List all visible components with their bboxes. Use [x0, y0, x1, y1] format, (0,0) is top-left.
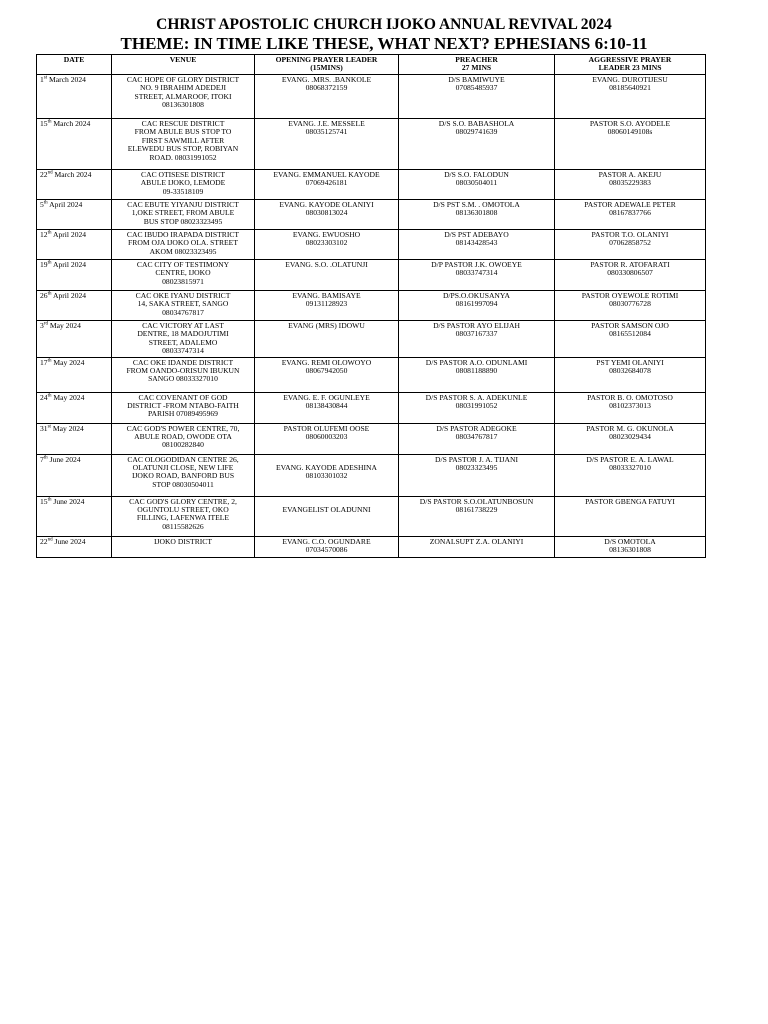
date-cell — [37, 119, 112, 170]
cell-line: 08136301808 — [609, 545, 651, 555]
cell-line: D/S OMOTOLA — [604, 536, 656, 546]
date-day: 24 — [40, 392, 48, 402]
aggressive-prayer-leader-cell — [555, 423, 706, 454]
table-row — [37, 423, 706, 454]
date-cell — [37, 200, 112, 230]
cell-line: EVANG. KAYODE OLANIYI — [279, 200, 374, 209]
date-suffix: th — [47, 291, 52, 297]
table-row — [37, 357, 706, 392]
aggressive-prayer-leader-cell — [555, 392, 706, 423]
cell-line: EVANG. J.E. MESSELE — [288, 119, 365, 128]
cell-line: 08161738229 — [455, 505, 498, 515]
date-suffix: th — [47, 230, 52, 236]
aggressive-prayer-leader-cell — [555, 75, 706, 119]
column-header-line: DATE — [63, 55, 85, 64]
venue-cell — [112, 496, 255, 536]
table-row — [37, 170, 706, 200]
date-suffix: st — [43, 75, 48, 81]
cell-line: 08060149108s — [607, 127, 653, 137]
date-month-year: April 2024 — [51, 230, 87, 239]
cell-line: 080330806507 — [607, 268, 653, 278]
venue-cell — [112, 357, 255, 392]
cell-line: 14, SAKA STREET, SANGO — [137, 299, 229, 309]
cell-line: EVANG. C.O. OGUNDARE — [282, 536, 371, 546]
cell-line: PASTOR A. AKEJU — [598, 170, 662, 179]
cell-line: EVANG. EMMANUEL KAYODE — [273, 170, 380, 179]
cell-line: CAC CITY OF TESTIMONY — [136, 260, 230, 269]
cell-line: 08081188890 — [455, 366, 498, 376]
opening-prayer-leader-cell — [255, 321, 399, 358]
table-row — [37, 321, 706, 358]
aggressive-prayer-leader-cell — [555, 291, 706, 321]
venue-cell — [112, 260, 255, 291]
cell-line: EVANG (MRS) IDOWU — [288, 321, 365, 330]
cell-line: 08033747314 — [455, 268, 498, 278]
cell-line: PST YEMI OLANIYI — [596, 357, 664, 367]
cell-line: FROM OANDO-ORISUN IBUKUN — [126, 366, 240, 376]
date-suffix: st — [47, 424, 51, 430]
date-suffix: th — [47, 260, 52, 266]
opening-prayer-leader-cell — [255, 536, 399, 557]
date-day: 7 — [40, 454, 44, 464]
cell-line: 08103301032 — [305, 471, 348, 481]
aggressive-prayer-leader-cell — [555, 321, 706, 358]
date-day: 3 — [40, 321, 44, 330]
date-month-year: April 2024 — [51, 291, 87, 300]
date-day: 15 — [40, 496, 48, 506]
table-row — [37, 75, 706, 119]
cell-line: EVANG. EWUOSHO — [292, 230, 361, 239]
cell-line: CAC OKE IDANDE DISTRICT — [132, 357, 234, 367]
venue-cell — [112, 200, 255, 230]
cell-line: PASTOR ADEWALE PETER — [584, 200, 676, 209]
date-cell — [37, 170, 112, 200]
cell-line: DENTRE, 18 MADOJUTIMI — [137, 329, 229, 339]
cell-line: FROM OJA IJOKO OLA. STREET — [128, 238, 238, 248]
cell-line: 08030504011 — [455, 178, 498, 188]
opening-prayer-leader-cell — [255, 230, 399, 260]
cell-line: ABULE ROAD, OWODE OTA — [134, 432, 232, 442]
cell-line: FIRST SAWMILL AFTER — [141, 135, 225, 145]
cell-line: EVANG. DUROTIJESU — [592, 75, 668, 84]
preacher-cell — [399, 423, 555, 454]
date-month-year: May 2024 — [51, 392, 85, 402]
cell-line: CAC VICTORY AT LAST — [142, 321, 224, 330]
date-month-year: March 2024 — [52, 170, 92, 179]
date-month-year: April 2024 — [47, 200, 83, 209]
date-suffix: nd — [47, 537, 53, 543]
document-theme: THEME: IN TIME LIKE THESE, WHAT NEXT? EPHESIANS 6:10-11 — [120, 34, 648, 53]
cell-line: D/S S.O. FALODUN — [444, 170, 509, 179]
cell-line: D/S BAMIWUYE — [448, 75, 505, 84]
aggressive-prayer-leader-cell — [555, 496, 706, 536]
cell-line: 08032684078 — [609, 366, 651, 376]
date-suffix: th — [43, 455, 48, 461]
preacher-cell — [399, 536, 555, 557]
column-header-opening-prayer-leader — [255, 55, 399, 75]
opening-prayer-leader-cell — [255, 496, 399, 536]
cell-line: D/S PASTOR J. A. TIJANI — [435, 454, 518, 464]
table-row — [37, 392, 706, 423]
cell-line: SANGO 08033327010 — [148, 374, 218, 384]
cell-line: PASTOR GBENGA FATUYI — [585, 496, 675, 506]
cell-line: CAC OKE IYANU DISTRICT — [135, 291, 231, 300]
cell-line: D/S PST ADEBAYO — [444, 230, 509, 239]
cell-line: D/S PASTOR A.O. ODUNLAMI — [425, 357, 528, 367]
column-header-line: (15MINS) — [310, 63, 343, 73]
cell-line: 08023029434 — [609, 432, 651, 442]
cell-line: AKOM 08023323495 — [149, 246, 217, 256]
date-day: 26 — [40, 291, 48, 300]
aggressive-prayer-leader-cell — [555, 119, 706, 170]
column-header-line: VENUE — [169, 55, 197, 64]
cell-line: 08136301808 — [162, 100, 204, 110]
date-month-year: June 2024 — [51, 496, 85, 506]
cell-line: 07085485937 — [455, 83, 498, 93]
date-suffix: th — [43, 200, 48, 206]
cell-line: PASTOR SAMSON OJO — [591, 321, 669, 330]
cell-line: EVANG. S.O. .OLATUNJI — [285, 260, 368, 269]
cell-line: 08060003203 — [305, 432, 348, 442]
cell-line: CAC HOPE OF GLORY DISTRICT — [126, 75, 240, 84]
venue-cell — [112, 454, 255, 496]
aggressive-prayer-leader-cell — [555, 536, 706, 557]
date-cell — [37, 454, 112, 496]
opening-prayer-leader-cell — [255, 423, 399, 454]
table-header — [37, 55, 706, 75]
cell-line: PASTOR R. ATOFARATI — [590, 260, 670, 269]
cell-line: 08034767817 — [162, 307, 204, 317]
cell-line: 08068372159 — [305, 83, 348, 93]
date-day: 1 — [40, 75, 44, 84]
cell-line: PASTOR OYEWOLE ROTIMI — [581, 291, 679, 300]
cell-line: CAC RESCUE DISTRICT — [141, 119, 225, 128]
cell-line: CAC COVENANT OF GOD — [138, 392, 228, 402]
cell-line: OLATUNJI CLOSE, NEW LIFE — [132, 463, 234, 473]
cell-line: ZONALSUPT Z.A. OLANIYI — [429, 536, 524, 546]
cell-line: ABULE IJOKO, LEMODE — [140, 178, 226, 188]
preacher-cell — [399, 291, 555, 321]
cell-line: CAC GOD'S POWER CENTRE, 70, — [126, 423, 240, 433]
cell-line: 08102373013 — [609, 401, 651, 411]
cell-line: D/S PASTOR S. A. ADEKUNLE — [425, 392, 528, 402]
table-row — [37, 119, 706, 170]
cell-line: CENTRE, IJOKO — [155, 268, 211, 278]
venue-cell — [112, 536, 255, 557]
cell-line: 08143428543 — [455, 238, 498, 248]
column-header-preacher — [399, 55, 555, 75]
cell-line: FILLING, LAFENWA ITELE — [136, 513, 230, 523]
revival-schedule-table — [36, 54, 706, 558]
column-header-line: LEADER 23 MINS — [598, 63, 662, 73]
opening-prayer-leader-cell — [255, 170, 399, 200]
cell-line: 08115582626 — [162, 521, 204, 531]
date-month-year: June 2024 — [52, 536, 86, 546]
date-cell — [37, 392, 112, 423]
cell-line: ROAD. 08031991052 — [149, 152, 217, 162]
cell-line: EVANG. .MRS. .BANKOLE — [281, 75, 372, 84]
date-cell — [37, 321, 112, 358]
date-day: 17 — [40, 357, 48, 367]
opening-prayer-leader-cell — [255, 75, 399, 119]
cell-line: DISTRICT -FROM NTABO-FAITH — [127, 401, 239, 411]
cell-line: 07069426181 — [305, 178, 348, 188]
cell-line: 1,OKE STREET, FROM ABULE — [131, 208, 235, 218]
cell-line: IJOKO ROAD, BANFORD BUS — [131, 471, 235, 481]
date-month-year: May 2024 — [51, 357, 85, 367]
cell-line: NO. 9 IBRAHIM ADEDEJI — [139, 83, 227, 93]
date-month-year: March 2024 — [47, 75, 86, 84]
venue-cell — [112, 170, 255, 200]
date-day: 19 — [40, 260, 48, 269]
preacher-cell — [399, 496, 555, 536]
opening-prayer-leader-cell — [255, 260, 399, 291]
table-row — [37, 291, 706, 321]
cell-line: STOP 08030504011 — [152, 479, 214, 489]
venue-cell — [112, 291, 255, 321]
date-cell — [37, 357, 112, 392]
cell-line: 07034570086 — [305, 545, 348, 555]
cell-line: CAC IBUDO IRAPADA DISTRICT — [126, 230, 240, 239]
cell-line: 08030776728 — [609, 299, 651, 309]
cell-line: D/S S.O. BABASHOLA — [438, 119, 515, 128]
venue-cell — [112, 423, 255, 454]
column-header-line: AGGRESSIVE PRAYER — [588, 55, 672, 64]
preacher-cell — [399, 321, 555, 358]
date-cell — [37, 75, 112, 119]
cell-line: EVANG. REMI OLOWOYO — [281, 357, 372, 367]
date-cell — [37, 536, 112, 557]
date-month-year: April 2024 — [51, 260, 87, 269]
aggressive-prayer-leader-cell — [555, 170, 706, 200]
cell-line: 08161997094 — [455, 299, 498, 309]
aggressive-prayer-leader-cell — [555, 260, 706, 291]
column-header-line: OPENING PRAYER LEADER — [275, 55, 378, 64]
cell-line: 08033327010 — [609, 463, 651, 473]
preacher-cell — [399, 454, 555, 496]
cell-line: PASTOR T.O. OLANIYI — [591, 230, 669, 239]
aggressive-prayer-leader-cell — [555, 230, 706, 260]
column-header-date — [37, 55, 112, 75]
aggressive-prayer-leader-cell — [555, 454, 706, 496]
preacher-cell — [399, 170, 555, 200]
cell-line: 08023815971 — [162, 276, 204, 286]
venue-cell — [112, 75, 255, 119]
table-row — [37, 536, 706, 557]
date-day: 22 — [40, 536, 48, 546]
column-header-venue — [112, 55, 255, 75]
venue-cell — [112, 230, 255, 260]
cell-line: CAC OTISESE DISTRICT — [141, 170, 225, 179]
cell-line: 07062858752 — [609, 238, 651, 248]
date-month-year: March 2024 — [51, 119, 91, 128]
date-cell — [37, 291, 112, 321]
cell-line: ELEWEDU BUS STOP, ROBIYAN — [127, 144, 239, 154]
opening-prayer-leader-cell — [255, 392, 399, 423]
date-day: 12 — [40, 230, 48, 239]
cell-line: D/P PASTOR J.K. OWOEYE — [431, 260, 522, 269]
cell-line: 08029741639 — [455, 127, 498, 137]
table-row — [37, 260, 706, 291]
cell-line: 09-33518109 — [162, 186, 204, 196]
date-cell — [37, 230, 112, 260]
cell-line: 08037167337 — [455, 329, 498, 339]
cell-line: 08023323495 — [455, 463, 498, 473]
preacher-cell — [399, 75, 555, 119]
date-day: 31 — [40, 423, 48, 433]
cell-line: CAC EBUTE YIYANJU DISTRICT — [127, 200, 239, 209]
table-row — [37, 496, 706, 536]
date-suffix: nd — [47, 170, 53, 176]
opening-prayer-leader-cell — [255, 200, 399, 230]
column-header-aggressive-prayer-leader — [555, 55, 706, 75]
cell-line: 08031991052 — [455, 401, 498, 411]
cell-line: 08033747314 — [162, 346, 204, 356]
cell-line: CAC OLOGODIDAN CENTRE 26, — [127, 454, 239, 464]
table-header-row — [37, 55, 706, 75]
table-row — [37, 454, 706, 496]
cell-line: 08165512084 — [609, 329, 651, 339]
cell-line: 08167837766 — [609, 208, 651, 218]
cell-line: 08035229383 — [609, 178, 651, 188]
date-cell — [37, 260, 112, 291]
cell-line: D/PS.O.OKUSANYA — [442, 291, 511, 300]
date-month-year: May 2024 — [50, 423, 84, 433]
opening-prayer-leader-cell — [255, 454, 399, 496]
cell-line: D/S PASTOR E. A. LAWAL — [586, 454, 674, 464]
cell-line: D/S PASTOR AYO ELIJAH — [433, 321, 520, 330]
cell-line: EVANGELIST OLADUNNI — [282, 505, 371, 515]
preacher-cell — [399, 230, 555, 260]
cell-line: 08023303102 — [305, 238, 348, 248]
date-suffix: th — [47, 393, 52, 399]
date-suffix: th — [47, 358, 52, 364]
cell-line: BUS STOP 08023323495 — [143, 216, 223, 226]
cell-line: 08185640921 — [609, 83, 651, 93]
cell-line: EVANG. E. F. OGUNLEYE — [283, 392, 370, 402]
cell-line: OGUNTOLU STREET, OKO — [137, 505, 229, 515]
cell-line: EVANG. KAYODE ADESHINA — [275, 463, 378, 473]
table-row — [37, 200, 706, 230]
date-suffix: th — [47, 497, 52, 503]
cell-line: PARISH 07089495969 — [148, 409, 218, 419]
cell-line: D/S PASTOR S.O.OLATUNBOSUN — [419, 496, 534, 506]
table-body — [37, 75, 706, 558]
cell-line: 08067942050 — [305, 366, 348, 376]
date-suffix: th — [47, 119, 52, 125]
cell-line: STREET, ADALEMO — [148, 337, 218, 347]
column-header-line: 27 MINS — [461, 63, 492, 73]
opening-prayer-leader-cell — [255, 119, 399, 170]
cell-line: 08100282840 — [162, 440, 204, 450]
cell-line: PASTOR B. O. OMOTOSO — [587, 392, 673, 402]
document-title: CHRIST APOSTOLIC CHURCH IJOKO ANNUAL REVIVAL 2024 — [156, 16, 612, 33]
table-row — [37, 230, 706, 260]
date-cell — [37, 423, 112, 454]
cell-line: IJOKO DISTRICT — [153, 536, 212, 546]
cell-line: D/S PST S.M. . OMOTOLA — [433, 200, 520, 209]
cell-line: PASTOR OLUFEMI OOSE — [283, 423, 370, 433]
cell-line: FROM ABULE BUS STOP TO — [134, 127, 232, 137]
preacher-cell — [399, 200, 555, 230]
venue-cell — [112, 392, 255, 423]
cell-line: PASTOR S.O. AYODELE — [589, 119, 671, 128]
aggressive-prayer-leader-cell — [555, 357, 706, 392]
cell-line: 08138430844 — [305, 401, 348, 411]
cell-line: 08030813024 — [305, 208, 348, 218]
date-day: 5 — [40, 200, 44, 209]
date-day: 22 — [40, 170, 48, 179]
preacher-cell — [399, 260, 555, 291]
cell-line: STREET, ALMAROOF, ITOKI — [134, 91, 232, 101]
date-day: 15 — [40, 119, 48, 128]
preacher-cell — [399, 119, 555, 170]
cell-line: CAC GOD'S GLORY CENTRE, 2, — [129, 496, 237, 506]
venue-cell — [112, 119, 255, 170]
date-cell — [37, 496, 112, 536]
aggressive-prayer-leader-cell — [555, 200, 706, 230]
date-month-year: June 2024 — [47, 454, 81, 464]
cell-line: D/S PASTOR ADEGOKE — [436, 423, 517, 433]
date-month-year: May 2024 — [47, 321, 81, 330]
venue-cell — [112, 321, 255, 358]
preacher-cell — [399, 392, 555, 423]
cell-line: 08034767817 — [455, 432, 498, 442]
cell-line: 09131128923 — [305, 299, 348, 309]
preacher-cell — [399, 357, 555, 392]
date-suffix: rd — [43, 321, 48, 327]
cell-line: EVANG. BAMISAYE — [292, 291, 361, 300]
opening-prayer-leader-cell — [255, 357, 399, 392]
cell-line: 08035125741 — [305, 127, 348, 137]
opening-prayer-leader-cell — [255, 291, 399, 321]
cell-line: 08136301808 — [455, 208, 498, 218]
column-header-line: PREACHER — [455, 55, 498, 64]
cell-line: PASTOR M. G. OKUNOLA — [586, 423, 674, 433]
